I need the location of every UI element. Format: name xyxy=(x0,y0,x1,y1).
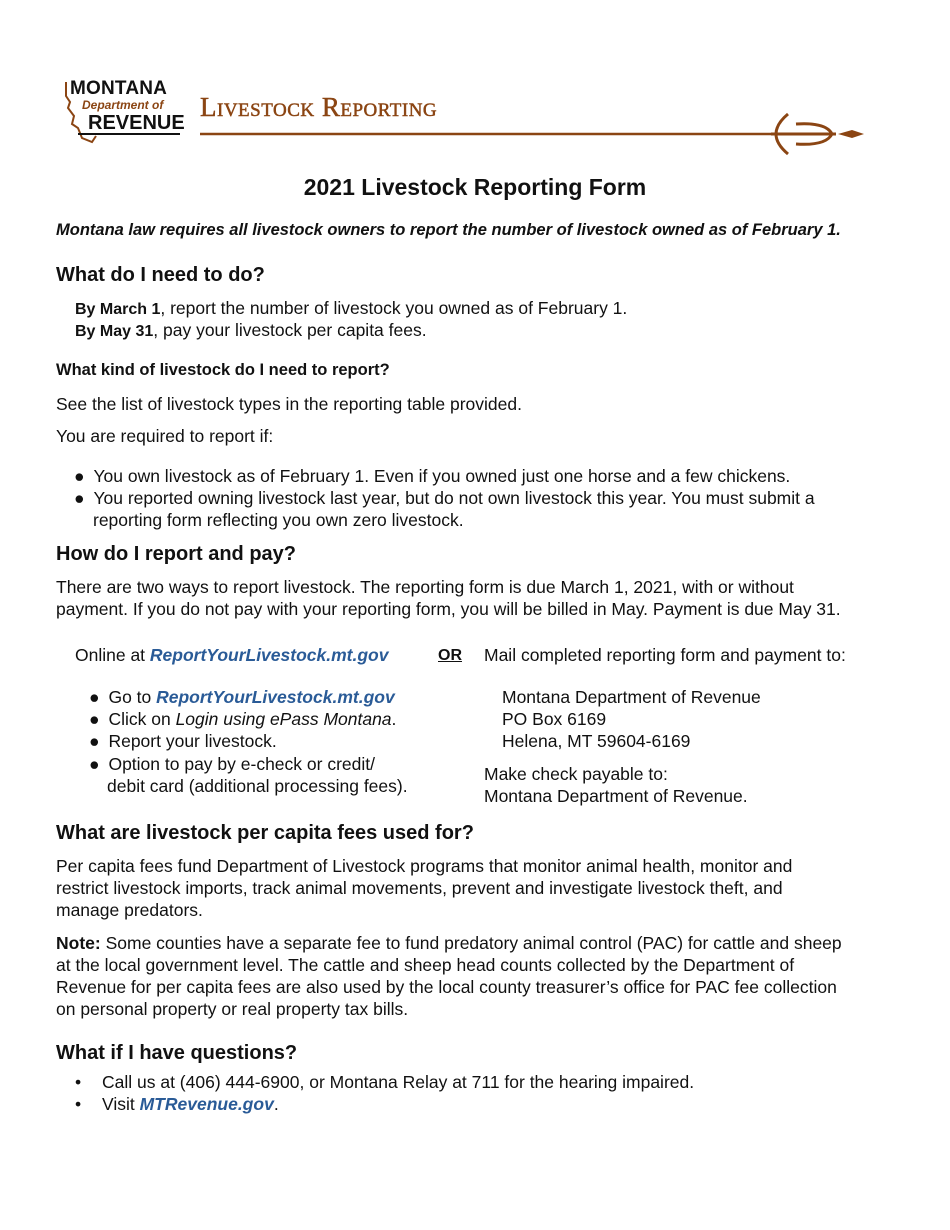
list-item xyxy=(74,487,815,510)
note-text-1: Some counties have a separate fee to fund predatory animal control (PAC) for cattle and sheep xyxy=(100,933,842,953)
step-report: Report your livestock. xyxy=(108,731,277,751)
address-line-3: Helena, MT 59604-6169 xyxy=(502,731,691,751)
step-click-text: Click on xyxy=(108,709,176,729)
report-your-livestock-step-link[interactable]: ReportYourLivestock.mt.gov xyxy=(156,687,395,707)
step-click-login xyxy=(108,709,396,729)
intro-statement: Montana law requires all livestock owners to report the number of livestock owned as of February 1. xyxy=(56,221,841,239)
bullet-icon: ● xyxy=(89,731,100,751)
fees-line-3: manage predators. xyxy=(56,900,203,920)
todo-may-bold: By May 31 xyxy=(75,323,154,340)
list-item xyxy=(74,465,790,488)
heading-fees: What are livestock per capita fees used for? xyxy=(56,822,474,844)
kind-paragraph-2: You are required to report if: xyxy=(56,426,274,446)
note-line-4: on personal property or real property tax bills. xyxy=(56,999,409,1019)
bullet-icon: ● xyxy=(89,754,100,774)
banner-trident-line xyxy=(196,108,866,158)
heading-questions: What if I have questions? xyxy=(56,1042,298,1064)
bullet-icon: ● xyxy=(89,687,100,707)
logo-line-department: Department of xyxy=(82,98,164,112)
payable-line-2: Montana Department of Revenue. xyxy=(484,786,748,806)
montana-dor-logo xyxy=(58,76,183,146)
bullet-icon: ● xyxy=(74,488,85,508)
bullet-icon: • xyxy=(75,1072,82,1092)
kind-bullet-1: You own livestock as of February 1. Even if you owned just one horse and a few chickens. xyxy=(93,466,791,486)
fees-line-2: restrict livestock imports, track animal movements, prevent and investigate livestock theft, and xyxy=(56,878,783,898)
step-login-epass: Login using ePass Montana xyxy=(175,709,392,729)
logo-line-revenue: REVENUE xyxy=(88,112,185,134)
list-item xyxy=(89,730,277,753)
todo-may-text: , pay your livestock per capita fees. xyxy=(153,320,427,340)
mail-label: Mail completed reporting form and payment to: xyxy=(484,645,846,665)
step-go-to-text: Go to xyxy=(108,687,157,707)
visit-suffix: . xyxy=(273,1094,279,1114)
list-item xyxy=(75,1093,279,1116)
visit-prefix: Visit xyxy=(102,1094,140,1114)
bullet-icon: ● xyxy=(74,466,85,486)
fees-line-1: Per capita fees fund Department of Livestock programs that monitor animal health, monitor and xyxy=(56,856,793,876)
todo-line-march xyxy=(75,297,627,322)
list-item xyxy=(89,708,396,731)
payable-line-1: Make check payable to: xyxy=(484,764,668,784)
kind-paragraph-1: See the list of livestock types in the reporting table provided. xyxy=(56,394,522,414)
step-pay-option-cont: debit card (additional processing fees). xyxy=(107,776,408,796)
note-line-1 xyxy=(56,932,842,955)
online-prefix: Online at xyxy=(75,645,150,665)
how-paragraph-line-2: payment. If you do not pay with your reporting form, you will be billed in May. Payment is due May 31. xyxy=(56,599,841,619)
list-item xyxy=(89,686,395,709)
todo-march-bold: By March 1 xyxy=(75,301,161,318)
bullet-icon: ● xyxy=(89,709,100,729)
kind-bullet-2: You reported owning livestock last year, but do not own livestock this year. You must submit a xyxy=(93,488,815,508)
or-separator: OR xyxy=(438,647,462,664)
list-item xyxy=(75,1071,695,1094)
trident-icon xyxy=(771,114,836,154)
kind-bullet-2-cont: reporting form reflecting you own zero livestock. xyxy=(93,510,464,530)
form-title: 2021 Livestock Reporting Form xyxy=(303,174,647,200)
heading-what-to-do: What do I need to do? xyxy=(56,264,265,286)
note-line-3: Revenue for per capita fees are also used by the local county treasurer’s office for PAC fee collection xyxy=(56,977,837,997)
how-paragraph-line-1: There are two ways to report livestock. The reporting form is due March 1, 2021, with or without xyxy=(56,577,794,597)
note-label: Note: xyxy=(56,933,101,953)
heading-what-kind: What kind of livestock do I need to report? xyxy=(56,361,390,379)
todo-march-text: , report the number of livestock you owned as of February 1. xyxy=(160,298,628,318)
heading-how-report: How do I report and pay? xyxy=(56,543,297,565)
online-label xyxy=(75,644,388,667)
todo-line-may xyxy=(75,319,427,344)
step-go-to xyxy=(108,687,394,707)
report-your-livestock-link[interactable]: ReportYourLivestock.mt.gov xyxy=(149,645,389,665)
bullet-icon: • xyxy=(75,1094,82,1114)
address-line-1: Montana Department of Revenue xyxy=(502,687,761,707)
logo-line-montana: MONTANA xyxy=(70,78,168,99)
note-line-2: at the local government level. The cattle and sheep head counts collected by the Department of xyxy=(56,955,795,975)
step-pay-option: Option to pay by e-check or credit/ xyxy=(108,754,375,774)
questions-visit xyxy=(102,1093,279,1116)
list-item xyxy=(89,753,375,776)
banner-title: Livestock Reporting xyxy=(200,92,438,122)
address-line-2: PO Box 6169 xyxy=(502,709,607,729)
questions-call: Call us at (406) 444-6900, or Montana Relay at 711 for the hearing impaired. xyxy=(102,1072,695,1092)
mtrevenue-link[interactable]: MTRevenue.gov xyxy=(139,1094,274,1114)
step-click-suffix: . xyxy=(391,709,397,729)
